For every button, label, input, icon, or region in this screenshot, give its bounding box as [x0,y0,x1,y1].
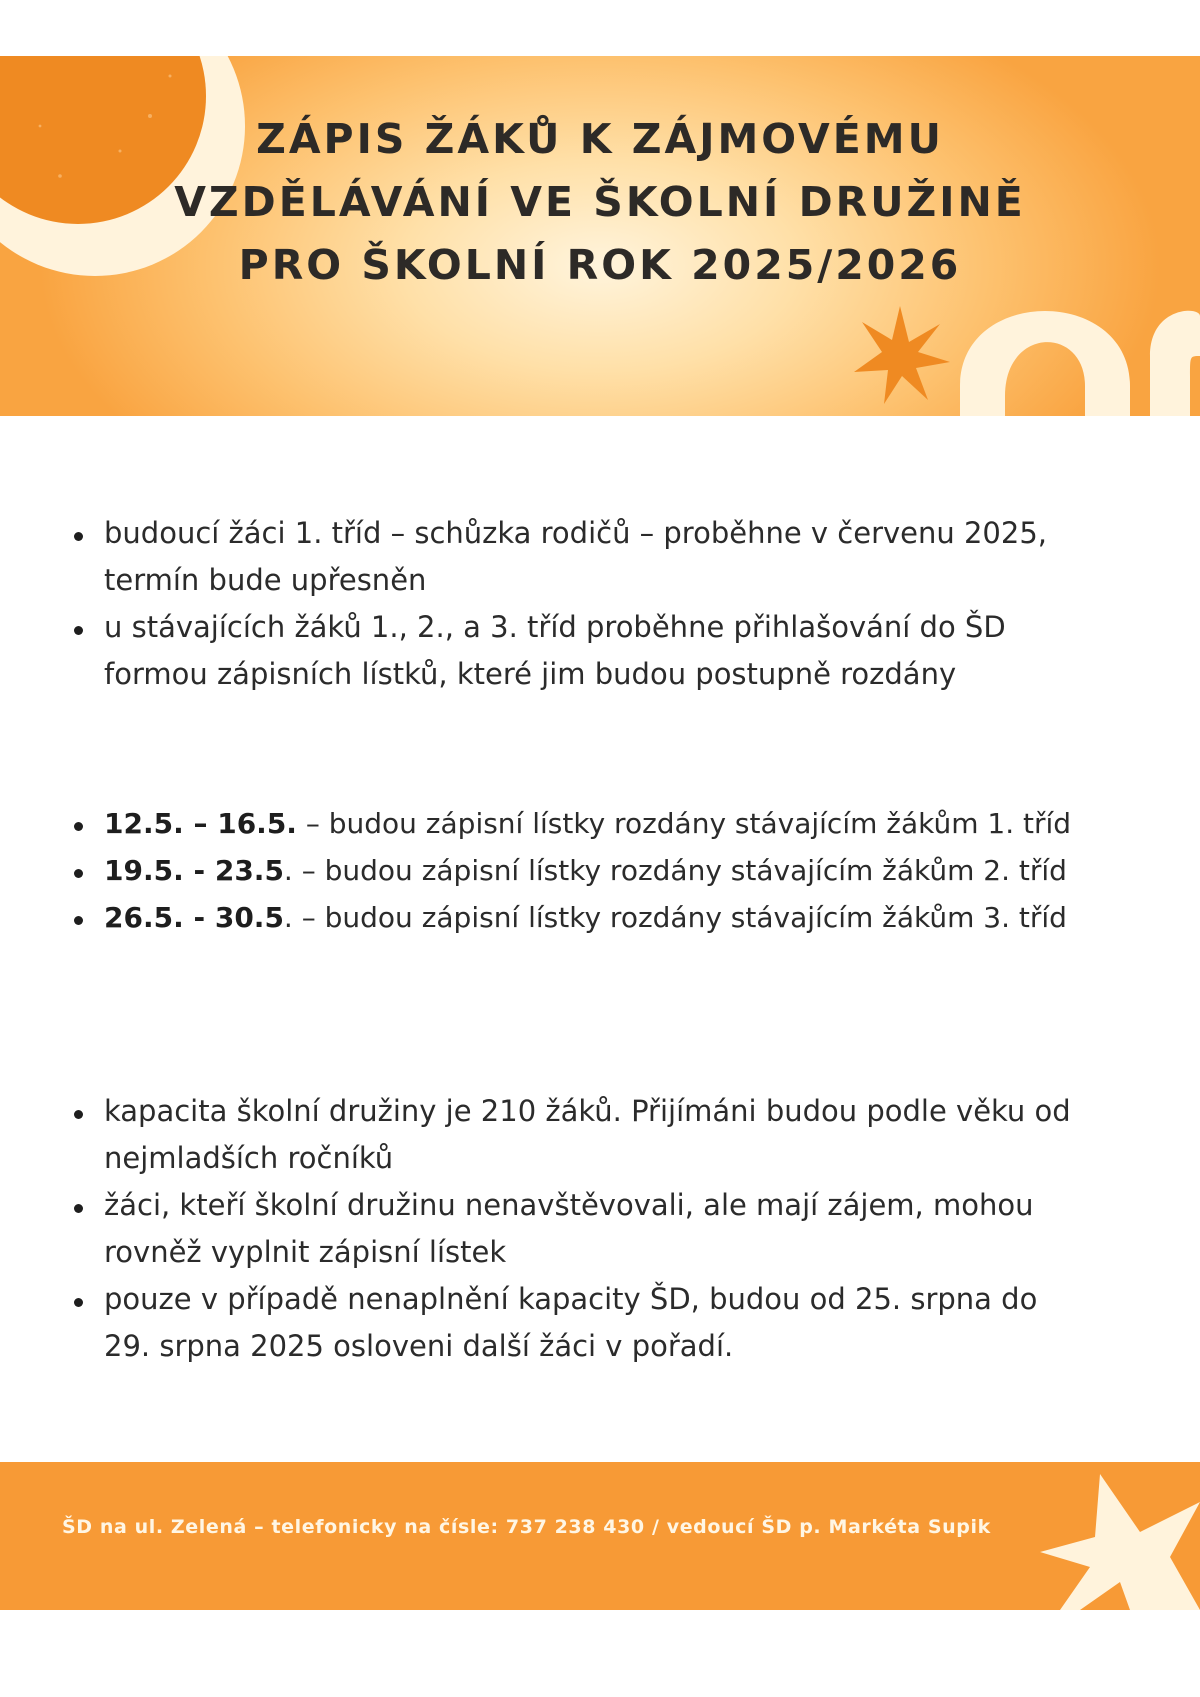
bullet-icon [74,532,83,541]
item-text: žáci, kteří školní družinu nenavštěvovali, ale mají zájem, mohou [104,1188,1034,1222]
star-icon [854,306,950,404]
bullet-icon [74,1204,83,1213]
star-burst-icon [1040,1474,1200,1610]
schedule-item [64,847,1164,894]
schedule-dates: 26.5. - 30.5 [104,901,284,934]
schedule-dates: 19.5. - 23.5 [104,854,284,887]
title-line: ZÁPIS ŽÁKŮ K ZÁJMOVÉMU [256,115,944,163]
header-banner [0,56,1200,416]
list-item [64,604,1164,698]
item-text: u stávajících žáků 1., 2., a 3. tříd proběhne přihlašování do ŠD [104,610,1006,644]
bullet-icon [74,626,83,635]
rules-section [64,1088,1164,1370]
wave-ribbon-shape [960,311,1130,416]
schedule-list [64,800,1164,941]
intro-section [64,510,1164,698]
bullet-icon [74,916,83,925]
item-text: nejmladších ročníků [104,1141,394,1175]
footer-banner [0,1462,1200,1610]
schedule-item [64,800,1164,847]
list-item [64,1276,1164,1370]
title-line: VZDĚLÁVÁNÍ VE ŠKOLNÍ DRUŽINĚ [174,178,1026,226]
rules-list [64,1088,1164,1370]
title-line: PRO ŠKOLNÍ ROK 2025/2026 [238,241,962,289]
item-text: budoucí žáci 1. tříd – schůzka rodičů – proběhne v červenu 2025, [104,516,1047,550]
schedule-text: . – budou zápisní lístky rozdány stávajícím žákům 2. tříd [283,854,1067,887]
bullet-icon [74,1298,83,1307]
list-item [64,510,1164,604]
item-text: rovněž vyplnit zápisní lístek [104,1235,507,1269]
item-text: kapacita školní družiny je 210 žáků. Přijímáni budou podle věku od [104,1094,1071,1128]
item-text: formou zápisních lístků, které jim budou postupně rozdány [104,657,957,691]
bullet-icon [74,869,83,878]
page-title [120,108,1080,297]
schedule-dates: 12.5. – 16.5. [104,807,297,840]
bullet-icon [74,822,83,831]
schedule-text: – budou zápisní lístky rozdány stávajícím žákům 1. tříd [296,807,1072,840]
list-item [64,1182,1164,1276]
list-item [64,1088,1164,1182]
schedule-section [64,800,1164,941]
schedule-item [64,894,1164,941]
footer-contact: ŠD na ul. Zelená – telefonicky na čísle: 737 238 430 / vedoucí ŠD p. Markéta Supik [62,1516,991,1538]
schedule-text: . – budou zápisní lístky rozdány stávajícím žákům 3. tříd [283,901,1067,934]
item-text: termín bude upřesněn [104,563,427,597]
item-text: pouze v případě nenaplnění kapacity ŠD, budou od 25. srpna do [104,1282,1038,1316]
bullet-icon [74,1110,83,1119]
intro-list [64,510,1164,698]
item-text: 29. srpna 2025 osloveni další žáci v pořadí. [104,1329,734,1363]
